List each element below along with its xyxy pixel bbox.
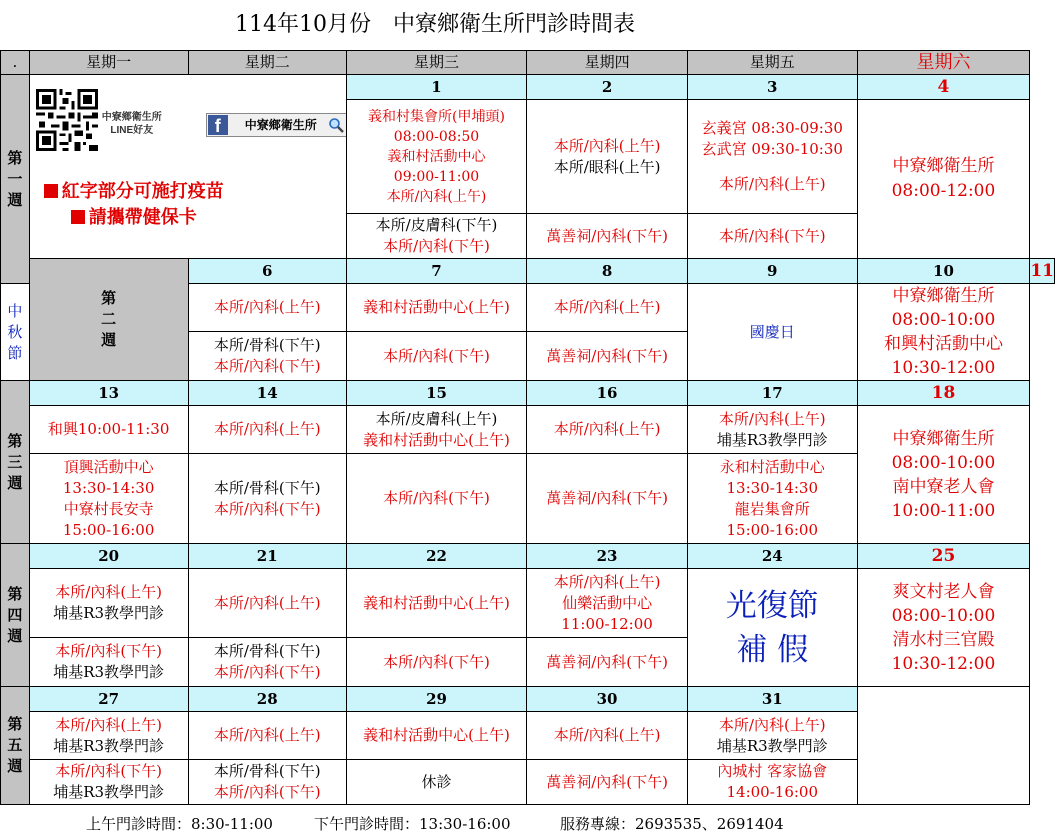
date-24: 24 [687,544,857,569]
schedule-table [0,50,1055,805]
date-7: 7 [346,259,526,284]
oct21-pm: 本所/骨科(下午) 本所/內科(下午) [188,638,346,687]
date-6: 6 [188,259,346,284]
date-16: 16 [527,381,688,406]
date-9: 9 [687,259,857,284]
oct13-pm: 頂興活動中心 13:30-14:30 中寮村長安寺 15:00-16:00 [29,454,188,544]
oct1-pm: 本所/皮膚科(下午) 本所/內科(下午) [346,214,526,259]
date-31: 31 [687,687,857,712]
date-23: 23 [527,544,688,569]
oct8-pm: 本所/內科(下午) [346,332,526,381]
oct21-am: 本所/內科(上午) [188,569,346,638]
qr-code-icon [36,89,98,151]
date-28: 28 [188,687,346,712]
oct10-holiday: 國慶日 [687,284,857,381]
oct3-am: 玄義宮 08:30-09:30 玄武宮 09:30-10:30 本所/內科(上午) [687,100,857,214]
weekday-header-row [1,51,1055,75]
corner-cell: . [1,51,30,75]
facebook-page-badge[interactable] [206,113,347,137]
oct14-am: 本所/內科(上午) [188,406,346,454]
footer-info [0,812,870,837]
oct28-pm: 本所/骨科(下午) 本所/內科(下午) [188,760,346,805]
date-1: 1 [346,75,526,100]
oct23-am: 本所/內科(上午) 仙樂活動中心 11:00-12:00 [527,569,688,638]
oct9-am: 本所/內科(上午) [527,284,688,332]
note-vaccine: 紅字部分可施打疫苗 [44,179,224,205]
oct6-holiday: 中秋節 [1,284,30,381]
oct7-am: 本所/內科(上午) [188,284,346,332]
afternoon-hours: 下午門診時間：13:30-16:00 [314,815,511,833]
facebook-label: 中寮鄉衛生所 [244,117,317,132]
oct17-am: 本所/內科(上午) 埔基R3教學門診 [687,406,857,454]
week3-am-row [1,406,1055,454]
week-label-5: 第 五 週 [1,687,30,805]
date-22: 22 [346,544,526,569]
oct22-am: 義和村活動中心(上午) [346,569,526,638]
oct30-pm: 萬善祠/內科(下午) [527,760,688,805]
date-4: 4 [857,75,1030,100]
oct16-am: 本所/內科(上午) [527,406,688,454]
oct1-am: 義和村集會所(甲埔頭) 08:00-08:50 義和村活動中心 09:00-11:00 本所/內科(上午) [346,100,526,214]
date-25: 25 [857,544,1030,569]
intro-panel [29,75,346,259]
date-11: 11 [1030,259,1055,284]
date-17: 17 [687,381,857,406]
header-saturday: 星期六 [857,51,1030,75]
oct4-saturday: 中寮鄉衛生所 08:00-12:00 [857,100,1030,259]
oct28-am: 本所/內科(上午) [188,712,346,760]
oct15-am: 本所/皮膚科(上午) 義和村活動中心(上午) [346,406,526,454]
oct14-pm: 本所/骨科(下午) 本所/內科(下午) [188,454,346,544]
oct31-pm: 內城村 客家協會 14:00-16:00 [687,760,857,805]
week5-date-row [1,687,1055,712]
qr-caption-line1: 中寮鄉衛生所 [101,112,162,123]
oct13-am: 和興10:00-11:30 [29,406,188,454]
date-3: 3 [687,75,857,100]
header-thursday: 星期四 [527,51,688,75]
oct31-am: 本所/內科(上午) 埔基R3教學門診 [687,712,857,760]
oct7-pm: 本所/骨科(下午) 本所/內科(下午) [188,332,346,381]
qr-caption [102,111,162,137]
oct17-pm: 永和村活動中心 13:30-14:30 龍岩集會所 15:00-16:00 [687,454,857,544]
week-label-2: 第 二 週 [29,259,188,381]
oct29-am: 義和村活動中心(上午) [346,712,526,760]
note-insurance-card: 請攜帶健保卡 [44,205,224,231]
header-monday: 星期一 [29,51,188,75]
service-hotline: 服務專線：2693535、2691404 [560,815,784,833]
notes-block [44,179,224,231]
date-13: 13 [29,381,188,406]
week-label-1: 第 一 週 [1,75,30,284]
date-20: 20 [29,544,188,569]
morning-hours: 上午門診時間：8:30-11:00 [86,815,273,833]
week-label-4: 第 四 週 [1,544,30,687]
red-square-icon [71,210,85,224]
facebook-icon: f [208,115,228,135]
oct20-pm: 本所/內科(下午) 埔基R3教學門診 [29,638,188,687]
oct29-pm: 休診 [346,760,526,805]
week-label-3: 第 三 週 [1,381,30,544]
oct11-saturday: 中寮鄉衛生所 08:00-10:00 和興村活動中心 10:30-12:00 [857,284,1030,381]
oct30-am: 本所/內科(上午) [527,712,688,760]
oct8-am: 義和村活動中心(上午) [346,284,526,332]
date-18: 18 [857,381,1030,406]
week1-date-row [1,75,1055,100]
week3-date-row [1,381,1055,406]
header-friday: 星期五 [687,51,857,75]
oct25-saturday: 爽文村老人會 08:00-10:00 清水村三官殿 10:30-12:00 [857,569,1030,687]
week2-date-row [1,259,1055,284]
header-wednesday: 星期三 [346,51,526,75]
date-29: 29 [346,687,526,712]
header-tuesday: 星期二 [188,51,346,75]
date-14: 14 [188,381,346,406]
red-square-icon [44,184,58,198]
date-27: 27 [29,687,188,712]
empty-saturday-cell [857,687,1030,805]
oct20-am: 本所/內科(上午) 埔基R3教學門診 [29,569,188,638]
oct9-pm: 萬善祠/內科(下午) [527,332,688,381]
oct2-pm: 萬善祠/內科(下午) [527,214,688,259]
week4-am-row [1,569,1055,638]
oct18-saturday: 中寮鄉衛生所 08:00-10:00 南中寮老人會 10:00-11:00 [857,406,1030,544]
date-30: 30 [527,687,688,712]
date-15: 15 [346,381,526,406]
date-21: 21 [188,544,346,569]
oct27-pm: 本所/內科(下午) 埔基R3教學門診 [29,760,188,805]
week4-date-row [1,544,1055,569]
oct3-pm: 本所/內科(下午) [687,214,857,259]
oct2-am: 本所/內科(上午) 本所/眼科(上午) [527,100,688,214]
date-10: 10 [857,259,1030,284]
page-title: 114年10月份 中寮鄉衛生所門診時間表 [235,12,635,37]
date-8: 8 [527,259,688,284]
search-icon [328,117,344,133]
oct23-pm: 萬善祠/內科(下午) [527,638,688,687]
oct27-am: 本所/內科(上午) 埔基R3教學門診 [29,712,188,760]
oct24-holiday: 光復節 補 假 [687,569,857,687]
date-2: 2 [527,75,688,100]
oct16-pm: 萬善祠/內科(下午) [527,454,688,544]
oct22-pm: 本所/內科(下午) [346,638,526,687]
oct15-pm: 本所/內科(下午) [346,454,526,544]
qr-caption-line2: LINE好友 [110,125,154,136]
